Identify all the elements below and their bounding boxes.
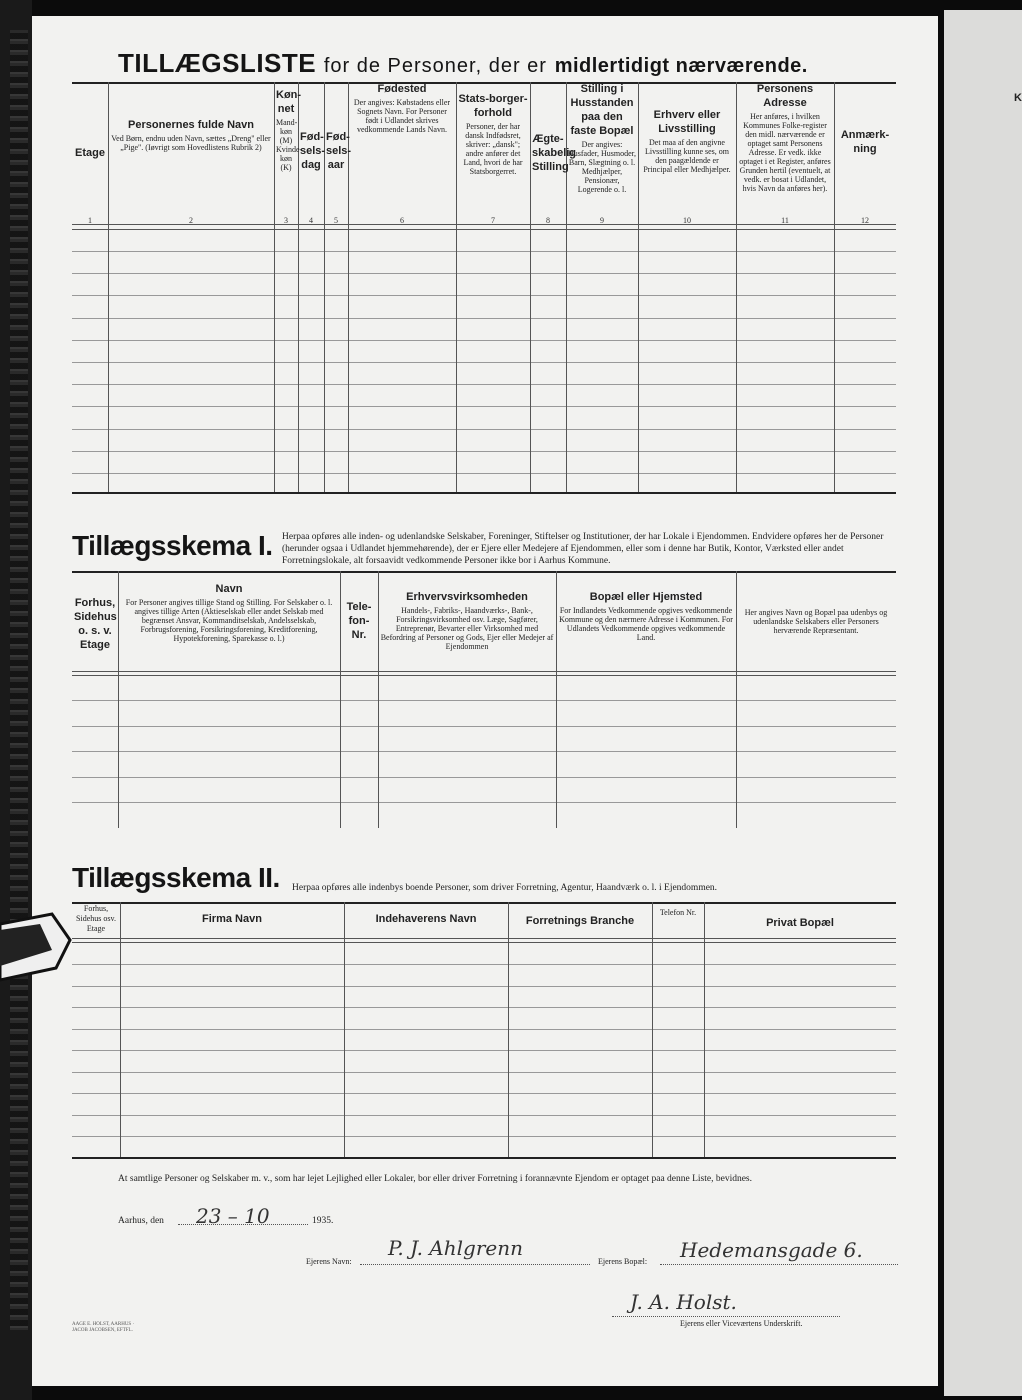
- column-header: [74, 904, 118, 936]
- column-title: Erhvervsvirksomheden: [406, 591, 528, 603]
- column-number: 11: [781, 216, 789, 225]
- column-title: Bopæl eller Hjemsted: [589, 591, 703, 603]
- title-sub: for de Personer, der er: [323, 55, 547, 77]
- column-line: [108, 82, 109, 492]
- column-number: 5: [334, 216, 338, 225]
- rule: [72, 1157, 896, 1159]
- footer-place: Aarhus, den: [118, 1216, 164, 1226]
- title-main: TILLÆGSLISTE: [118, 48, 317, 78]
- rule: [72, 938, 896, 939]
- column-title: Fød-sels-aar: [326, 131, 352, 171]
- column-description: Personer, der har dansk Indfødsret, skriver: „dansk"; andre anfører det Land, hvori de har Statsborgerret.: [463, 122, 523, 176]
- skema2-title: Tillægsskema II.: [72, 862, 280, 893]
- row-line: [72, 1072, 896, 1073]
- column-header: [300, 130, 326, 174]
- signature-label: Ejerens eller Viceværtens Underskrift.: [680, 1319, 803, 1328]
- column-header: [836, 128, 894, 158]
- column-line: [508, 902, 509, 1157]
- column-number: 2: [189, 216, 193, 225]
- column-header: [346, 912, 506, 928]
- row-line: [72, 362, 896, 363]
- adjacent-page: [944, 10, 1022, 1396]
- owner-name-value: P. J. Ahlgrenn: [388, 1236, 523, 1260]
- column-line: [638, 82, 639, 492]
- column-title: Anmærk-ning: [840, 129, 890, 155]
- column-title: Tele-fon-Nr.: [346, 601, 372, 641]
- column-header: [74, 596, 116, 654]
- column-title: Telefon Nr.: [659, 908, 697, 917]
- column-header: [342, 600, 376, 644]
- column-header: [558, 590, 734, 642]
- column-header: [654, 908, 702, 920]
- skema2-intro: Herpaa opføres alle indenbys boende Personer, som driver Forretning, Agentur, Haandværk o. l. i Ejendommen.: [292, 883, 718, 893]
- owner-name-label: Ejerens Navn:: [306, 1257, 352, 1266]
- column-header: [326, 130, 352, 174]
- column-description: Der angives: Købstadens eller Sognets Navn. For Personer født i Udlandet skrives vedkommende Lands Navn.: [353, 98, 451, 134]
- column-title: Stilling i Husstanden paa den faste Bopæl: [570, 83, 634, 137]
- date-line: [178, 1224, 308, 1225]
- row-line: [72, 295, 896, 296]
- column-header: [458, 92, 528, 176]
- column-number: 4: [309, 216, 313, 225]
- column-title: Forhus, Sidehus o. s. v. Etage: [74, 597, 117, 651]
- column-number: 9: [600, 216, 604, 225]
- column-line: [456, 82, 457, 492]
- column-header: [738, 82, 832, 193]
- page-title: [118, 48, 808, 79]
- column-line: [530, 82, 531, 492]
- rule: [72, 902, 896, 904]
- column-number: 7: [491, 216, 495, 225]
- rule: [72, 571, 896, 573]
- column-header: [532, 132, 577, 176]
- column-line: [120, 902, 121, 1157]
- column-number: 12: [861, 216, 869, 225]
- column-line: [344, 902, 345, 1157]
- row-line: [72, 964, 896, 965]
- row-line: [72, 802, 896, 803]
- row-line: [72, 1093, 896, 1094]
- adjacent-page-letter: K: [1014, 92, 1022, 104]
- printer-credit: AAGE E. HOLST, AARHUS · JACOB JACOBSEN, EFTFL.: [72, 1322, 135, 1333]
- column-number: 6: [400, 216, 404, 225]
- page-clip: [0, 910, 72, 994]
- column-description: Det maa af den angivne Livsstilling kunne ses, om den paagældende er Principal eller Medhjælper.: [643, 138, 731, 174]
- column-description: Her anføres, i hvilken Kommunes Folke-register den midl. nærværende er optaget samt Personens Adresse. Er vedk. ikke optaget i et Register, anføres Grunden hertil (eventuelt, at vedk. er bosat i Udlandet, hvis Navn da anføres her).: [739, 112, 831, 193]
- column-number: 8: [546, 216, 550, 225]
- row-line: [72, 273, 896, 274]
- row-line: [72, 384, 896, 385]
- column-title: Firma Navn: [202, 913, 262, 925]
- owner-name-line: [360, 1264, 590, 1265]
- column-description: Mand-køn (M) Kvinde-køn (K): [276, 118, 303, 172]
- row-line: [72, 1136, 896, 1137]
- row-line: [72, 251, 896, 252]
- column-header: [738, 606, 894, 635]
- column-header: [276, 88, 303, 172]
- column-header: [510, 914, 650, 930]
- column-line: [566, 82, 567, 492]
- column-title: Personens Adresse: [756, 83, 814, 109]
- footer-year: 1935.: [312, 1216, 334, 1226]
- column-title: Erhverv eller Livsstilling: [653, 109, 721, 135]
- rule: [72, 675, 896, 676]
- column-title: Etage: [75, 147, 105, 159]
- column-header: [640, 108, 734, 174]
- rule: [72, 229, 896, 230]
- column-title: Køn-net: [276, 89, 302, 115]
- column-description: Ved Børn, endnu uden Navn, sættes „Dreng" eller „Pige". (Iøvrigt som Hovedlistens Rubrik 2): [111, 134, 271, 152]
- column-line: [298, 82, 299, 492]
- column-line: [324, 82, 325, 492]
- owner-address-line: [660, 1264, 898, 1265]
- rule: [72, 671, 896, 672]
- column-line: [378, 571, 379, 828]
- column-line: [556, 571, 557, 828]
- column-line: [340, 571, 341, 828]
- row-line: [72, 751, 896, 752]
- row-line: [72, 406, 896, 407]
- column-number: 10: [683, 216, 691, 225]
- column-header: [110, 118, 272, 152]
- column-line: [736, 571, 737, 828]
- column-line: [348, 82, 349, 492]
- row-line: [72, 700, 896, 701]
- column-line: [118, 571, 119, 828]
- column-header: [380, 590, 554, 651]
- row-line: [72, 726, 896, 727]
- column-header: [568, 82, 636, 194]
- column-title: Ægte-skabelig Stilling: [532, 133, 577, 173]
- signature-line: [612, 1316, 840, 1317]
- book-binding: [0, 0, 32, 1400]
- row-line: [72, 473, 896, 474]
- column-line: [274, 82, 275, 492]
- column-header: [706, 916, 894, 932]
- row-line: [72, 429, 896, 430]
- footer-statement: At samtlige Personer og Selskaber m. v., som har lejet Lejlighed eller Lokaler, bor eller driver Forretning i forannævnte Ejendom er optaget paa denne Liste, bevidnes.: [118, 1174, 752, 1184]
- column-title: Fød-sels-dag: [300, 131, 326, 171]
- owner-address-value: Hedemansgade 6.: [680, 1238, 863, 1262]
- column-title: Stats-borger-forhold: [458, 93, 528, 119]
- column-description: Her angives Navn og Bopæl paa udenbys og udenlandske Selskabers eller Personers herværende Repræsentant.: [744, 608, 888, 635]
- column-header: [122, 912, 342, 928]
- column-line: [704, 902, 705, 1157]
- column-title: Forhus, Sidehus osv. Etage: [76, 904, 116, 933]
- skema1-title: Tillægsskema I.: [72, 530, 273, 561]
- signature: J. A. Holst.: [630, 1290, 737, 1314]
- column-line: [652, 902, 653, 1157]
- row-line: [72, 1029, 896, 1030]
- row-line: [72, 777, 896, 778]
- row-line: [72, 1050, 896, 1051]
- row-line: [72, 318, 896, 319]
- row-line: [72, 451, 896, 452]
- column-header: [74, 146, 106, 162]
- row-line: [72, 340, 896, 341]
- owner-address-label: Ejerens Bopæl:: [598, 1257, 648, 1266]
- row-line: [72, 986, 896, 987]
- column-number: 3: [284, 216, 288, 225]
- row-line: [72, 1115, 896, 1116]
- row-line: [72, 1007, 896, 1008]
- title-bold: midlertidigt nærværende.: [554, 55, 808, 77]
- column-header: [350, 82, 454, 134]
- column-description: For Personer angives tillige Stand og Stilling. For Selskaber o. l. angives tillige Arten (Aktieselskab eller andet Selskab med begrænset Ansvar, Kommanditselskab, Andelsselskab, Forbrugsforening, Forsikringsforening, Kreditforening, Hypotekforening, Sparekasse o. l.): [125, 598, 333, 643]
- column-title: Personernes fulde Navn: [128, 119, 254, 131]
- column-line: [736, 82, 737, 492]
- column-line: [834, 82, 835, 492]
- rule: [72, 942, 896, 943]
- column-header: [120, 582, 338, 643]
- column-title: Navn: [215, 583, 243, 595]
- column-title: Forretnings Branche: [525, 915, 635, 927]
- column-description: Handels-, Fabriks-, Haandværks-, Bank-, Forsikringsvirksomhed osv. Læge, Sagfører, Entreprenør, Bevarter eller Virksomhed med Befordring af Personer og Gods, Ejer eller Medejer af Ejendommen: [380, 606, 554, 651]
- column-number: 1: [88, 216, 92, 225]
- column-title: Indehaverens Navn: [375, 913, 477, 925]
- rule: [72, 492, 896, 494]
- column-title: Fødested: [377, 83, 427, 95]
- footer-date: 23 – 10: [196, 1204, 270, 1228]
- skema1-intro: Herpaa opføres alle inden- og udenlandske Selskaber, Foreninger, Stiftelser og Institutioner, der har Lokale i Ejendommen. Endvidere opføres her de Personer (herunder ogsaa i Udlandet hjemmehørende), der er Ejere eller Medejere af Ejendommen, eller som i denne har Butik, Kontor, Værksted eller andet Forretningslokale, alt forsaavidt vedkommende Personer ikke bor i Aarhus Kommune.: [282, 532, 884, 566]
- column-description: For Indlandets Vedkommende opgives vedkommende Kommune og den nærmere Adresse i Kommunen. For Udlandets Vedkommende opgives vedkommende Land.: [559, 606, 733, 642]
- column-description: Der angives: Husfader, Husmoder, Barn, Slægtning o. l. Medhjælper, Pensionær, Logerende o. l.: [568, 140, 637, 194]
- column-title: Privat Bopæl: [766, 917, 834, 929]
